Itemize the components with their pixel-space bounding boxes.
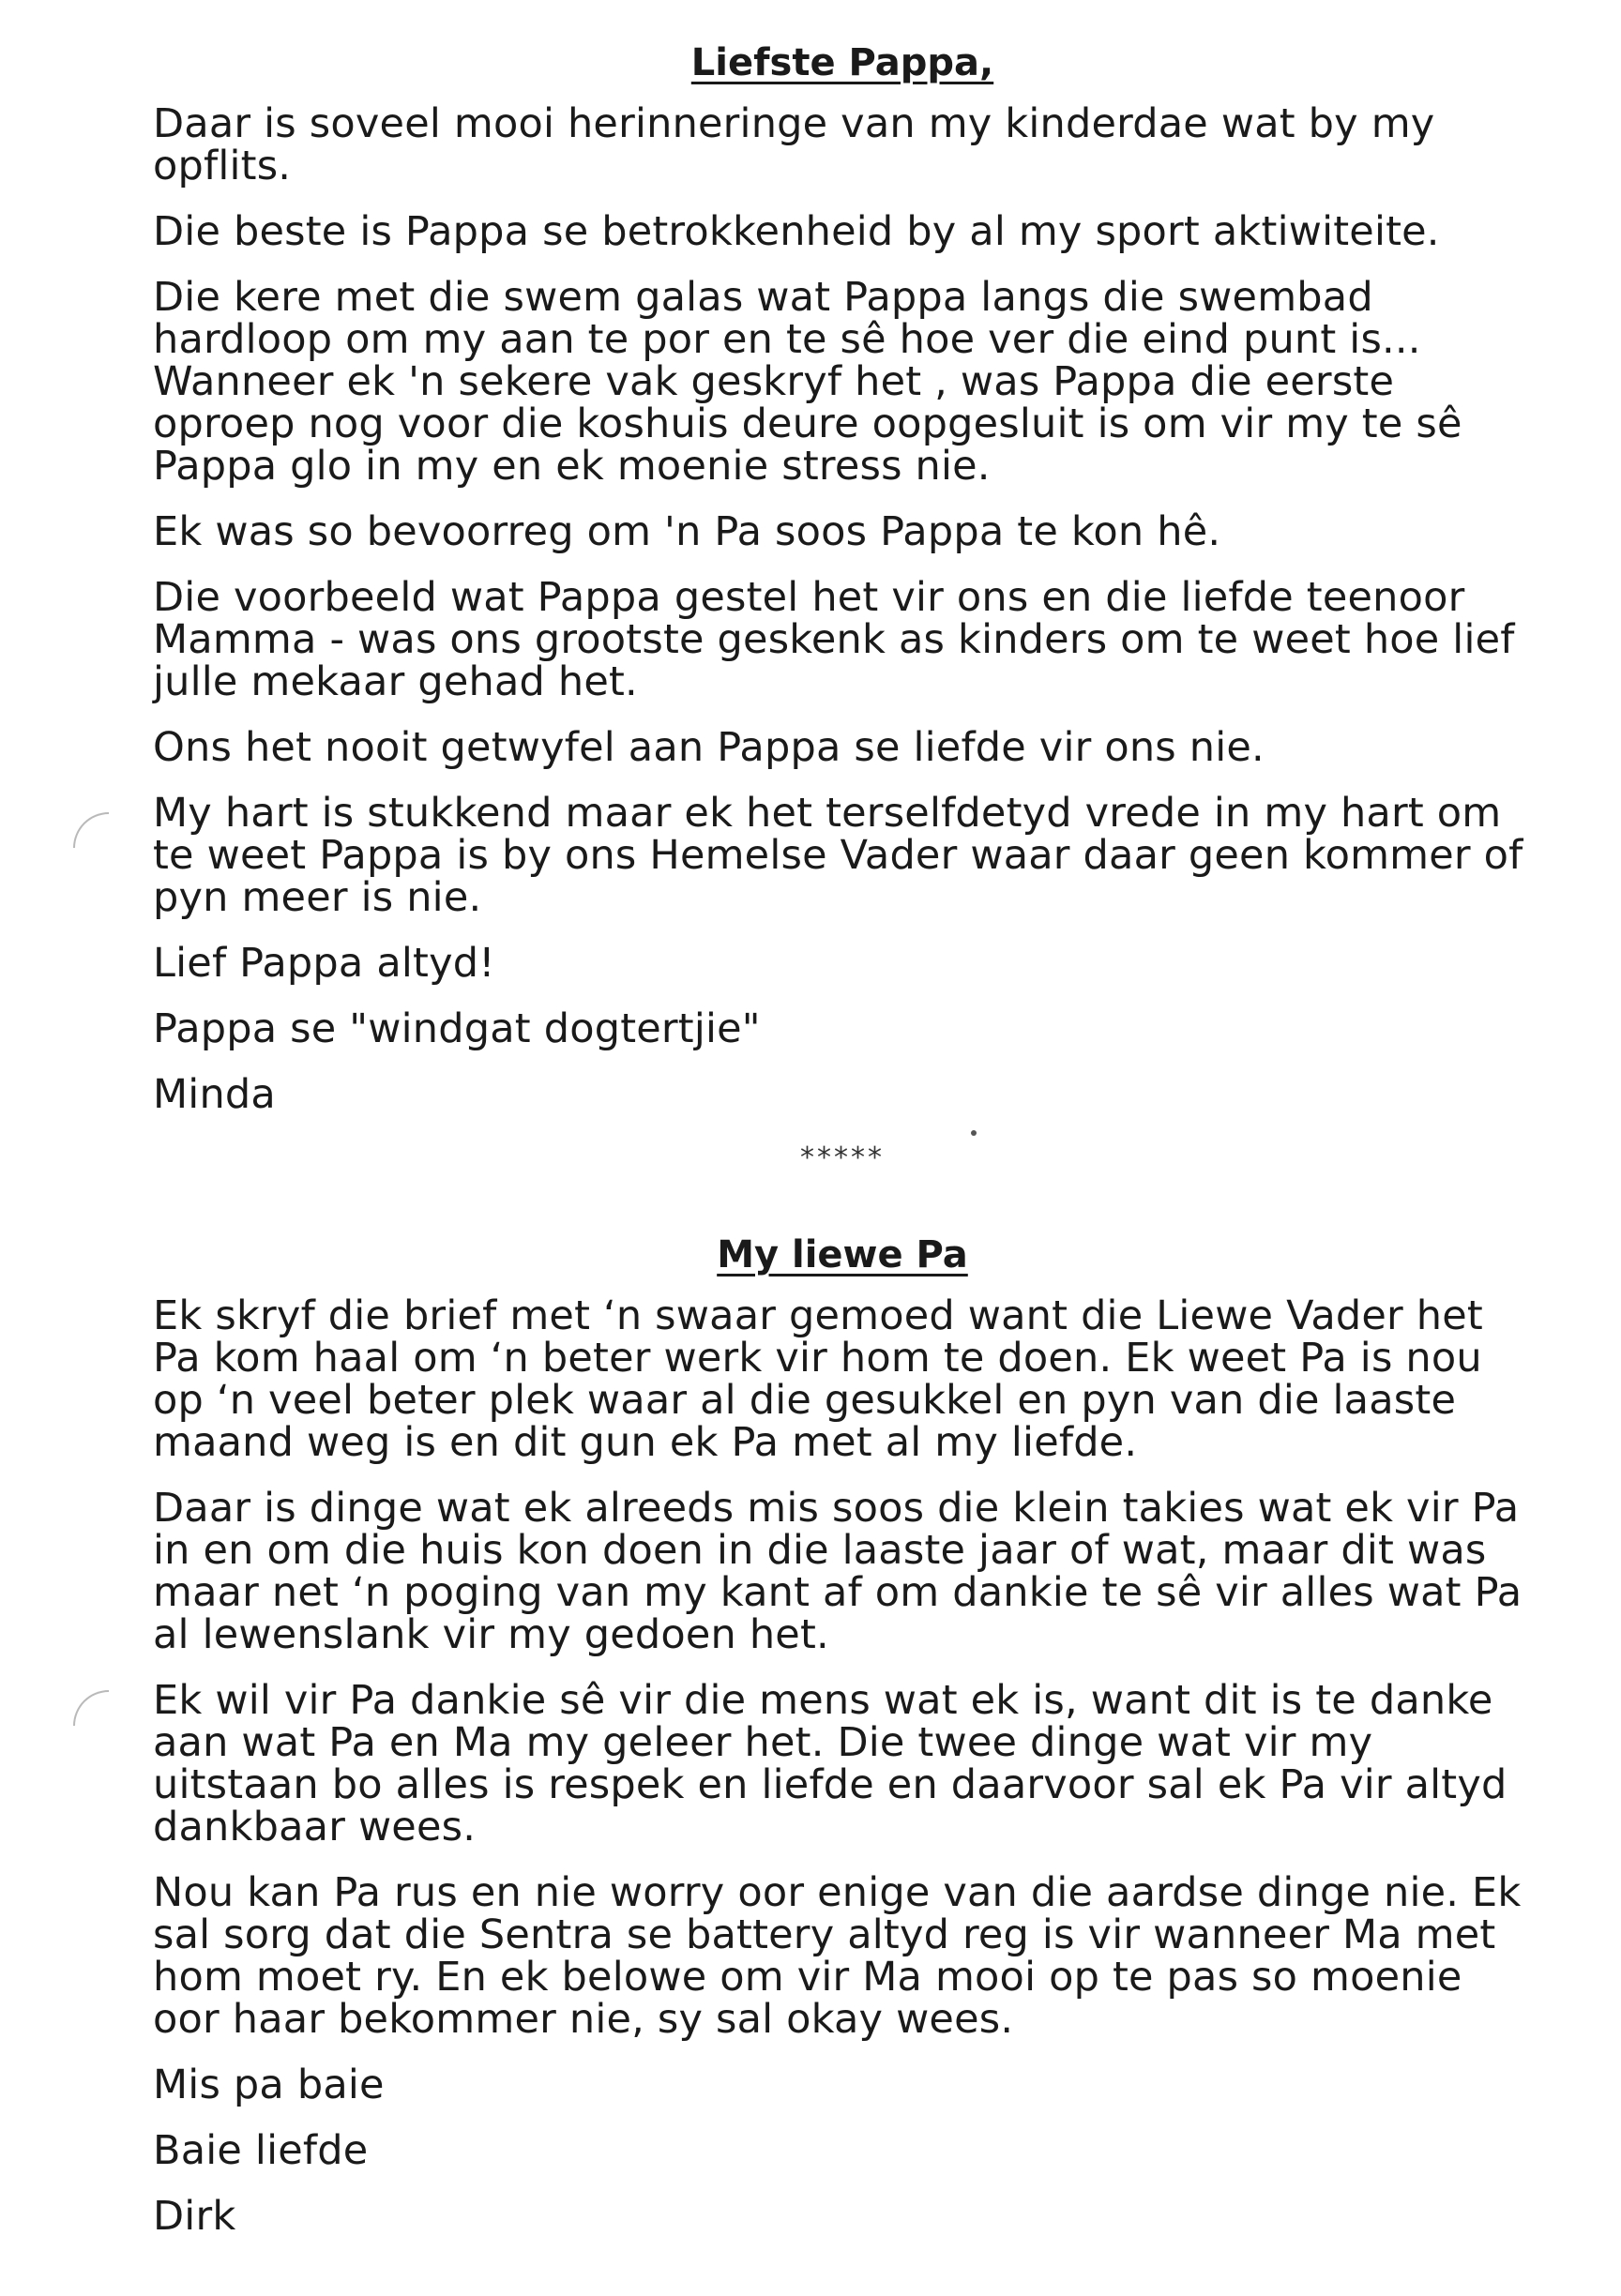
letter-paragraph: Ek skryf die brief met ‘n swaar gemoed want die Liewe Vader het Pa kom haal om ‘n beter werk vir hom te doen. Ek weet Pa is nou op ‘n veel beter plek waar al die gesukkel en pyn van die laaste maand weg is en dit gun ek Pa met al my liefde. bbox=[153, 1292, 1483, 1466]
letter-title: My liewe Pa bbox=[717, 1233, 968, 1276]
letter-paragraph: Ek wil vir Pa dankie sê vir die mens wat ek is, want dit is te danke aan wat Pa en Ma my geleer het. Die twee dinge wat vir my uitstaan bo alles is respek en liefde en daarvoor sal ek Pa vir altyd dankbaar wees. bbox=[153, 1677, 1507, 1850]
letter-closing: Mis pa baie bbox=[153, 2062, 385, 2108]
letter-closing: Baie liefde bbox=[153, 2127, 369, 2174]
letter-paragraph: Nou kan Pa rus en nie worry oor enige van die aardse dinge nie. Ek sal sorg dat die Sentra se battery altyd reg is vir wanneer Ma met hom moet ry. En ek belowe om vir Ma mooi op te pas so moenie oor haar bekommer nie, sy sal okay wees. bbox=[153, 1869, 1522, 2043]
letter-paragraph: Die beste is Pappa se betrokkenheid by al my sport aktiwiteite. bbox=[153, 208, 1440, 255]
letter-paragraph: Die voorbeeld wat Pappa gestel het vir ons en die liefde teenoor Mamma - was ons grootste geskenk as kinders om te weet hoe lief julle mekaar gehad het. bbox=[153, 574, 1515, 705]
punch-hole-mark-top bbox=[73, 812, 109, 848]
letter-paragraph: Daar is dinge wat ek alreeds mis soos die klein takies wat ek vir Pa in en om die huis kon doen in die laaste jaar of wat, maar dit was maar net ‘n poging van my kant af om dankie te sê vir alles wat Pa al lewenslank vir my gedoen het. bbox=[153, 1485, 1523, 1658]
letter-paragraph: Daar is soveel mooi herinneringe van my kinderdae wat by my opflits. bbox=[153, 100, 1435, 189]
letter-closing: Lief Pappa altyd! bbox=[153, 940, 495, 987]
document-content bbox=[153, 36, 1532, 2261]
letter-paragraph: Die kere met die swem galas wat Pappa langs die swembad hardloop om my aan te por en te sê hoe ver die eind punt is... Wanneer ek 'n sekere vak geskryf het , was Pappa die eerste oproep nog voor die koshuis deure oopgesluit is om vir my te sê Pappa glo in my en ek moenie stress nie. bbox=[153, 274, 1462, 490]
letter-dirk bbox=[153, 1228, 1532, 2238]
punch-hole-mark-bottom bbox=[73, 1690, 109, 1726]
letter-paragraph: Ek was so bevoorreg om 'n Pa soos Pappa te kon hê. bbox=[153, 508, 1221, 555]
letter-paragraph: My hart is stukkend maar ek het terselfdetyd vrede in my hart om te weet Pappa is by ons Hemelse Vader waar daar geen kommer of pyn meer is nie. bbox=[153, 790, 1523, 921]
letter-signature: Minda bbox=[153, 1071, 276, 1118]
letter-paragraph: Ons het nooit getwyfel aan Pappa se liefde vir ons nie. bbox=[153, 724, 1265, 771]
letter-minda bbox=[153, 36, 1532, 1116]
letter-closing: Pappa se "windgat dogtertjie" bbox=[153, 1005, 761, 1052]
letter-title: Liefste Pappa, bbox=[690, 41, 994, 84]
section-separator: ***** bbox=[800, 1141, 885, 1174]
letter-signature: Dirk bbox=[153, 2193, 236, 2240]
